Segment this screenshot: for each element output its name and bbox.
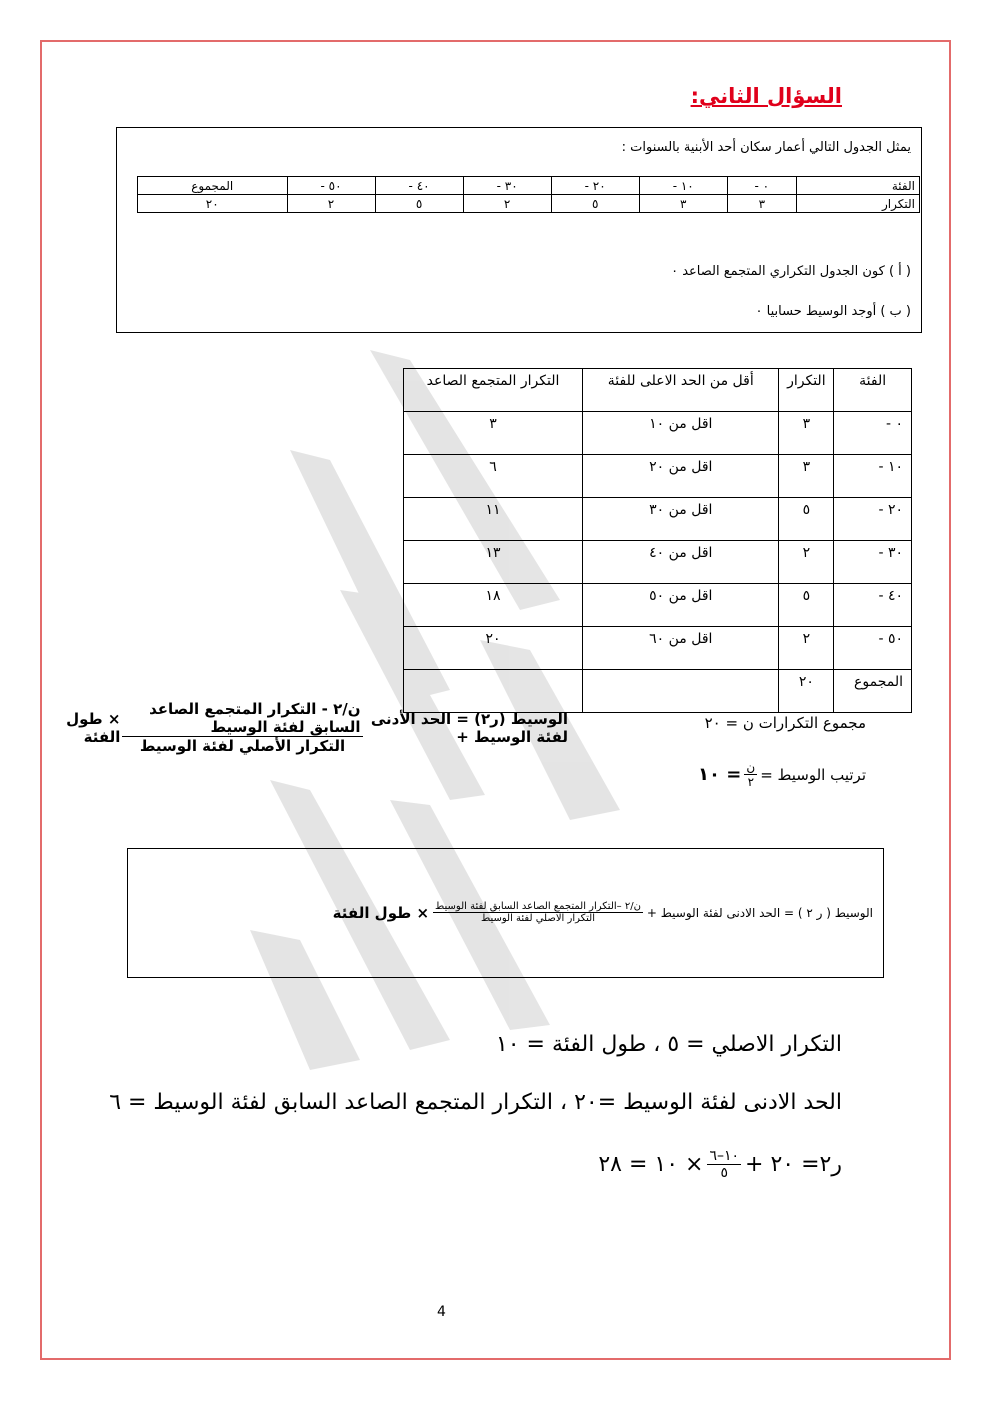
table-cell: اقل من ٢٠ [583, 455, 779, 498]
table-row [404, 541, 912, 584]
formula-tail: × طول الفئة [66, 709, 121, 746]
table-cell: ٢ [779, 627, 834, 670]
question-title: السؤال الثاني: [690, 84, 842, 108]
table-cell: ٢٠ - [551, 177, 639, 195]
table-cell: ٢٠ [404, 627, 583, 670]
box-formula-numerator: ن/٢ –التكرار المتجمع الصاعد السابق لفئة الوسيط [435, 901, 641, 912]
table-cell: اقل من ٥٠ [583, 584, 779, 627]
part-b: ( ب ) أوجد الوسيط حسابيا ٠ [755, 304, 911, 319]
table-cell: اقل من ٦٠ [583, 627, 779, 670]
table-cell: ٥٠ - [287, 177, 375, 195]
formula-lhs: الوسيط (ر٢) = الحد الأدنى لفئة الوسيط + [370, 709, 568, 746]
table-cell: اقل من ٤٠ [583, 541, 779, 584]
table-cell: ٥ [779, 498, 834, 541]
question-intro: يمثل الجدول التالي أعمار سكان أحد الأبنية بالسنوات : [621, 140, 911, 155]
order-denominator: ٢ [747, 775, 755, 789]
table-cell: ٠ - [727, 177, 796, 195]
box-formula-fraction [433, 901, 643, 924]
table-cell: الفئة [796, 177, 919, 195]
median-formula [58, 700, 568, 755]
result-line-1: التكرار الاصلي = ٥ ، طول الفئة = ١٠ [495, 1032, 842, 1057]
table-header-row [404, 369, 912, 412]
table-cell: ١٠ - [834, 455, 912, 498]
formula-box [127, 848, 884, 978]
order-numerator: ن [746, 760, 756, 774]
cumulative-table [403, 368, 912, 713]
table-cell: ٣ [404, 412, 583, 455]
table-cell: المجموع [834, 670, 912, 713]
order-fraction [744, 760, 757, 789]
table-cell: ٦ [404, 455, 583, 498]
calc-lhs: ر٢= ٢٠ + [745, 1152, 842, 1177]
boxed-formula [333, 901, 873, 924]
calc-denominator: ٥ [720, 1165, 729, 1181]
formula-numerator: ن/٢ - التكرار المتجمع الصاعد السابق لفئة الوسيط [122, 700, 362, 737]
calc-rhs: × ١٠ = ٢٨ [598, 1152, 704, 1177]
box-formula-tail: × طول الفئة [332, 903, 430, 922]
table-cell: ١٣ [404, 541, 583, 584]
order-line [698, 760, 866, 789]
table-cell: اقل من ١٠ [583, 412, 779, 455]
calc-numerator: ١٠–٦ [709, 1148, 740, 1164]
table-cell: ٣٠ - [463, 177, 551, 195]
result-line-2: الحد الادنى لفئة الوسيط =٢٠ ، التكرار المتجمع الصاعد السابق لفئة الوسيط = ٦ [109, 1090, 842, 1115]
table-cell: ٥ [779, 584, 834, 627]
header-cell: التكرار [779, 369, 834, 412]
table-row [404, 455, 912, 498]
table-cell: ٢٠ [779, 670, 834, 713]
box-formula-denominator: التكرار الاصلي لفئة الوسيط [480, 913, 595, 924]
part-a: ( أ ) كون الجدول التكراري المتجمع الصاعد ٠ [671, 264, 911, 279]
table-cell: ٥ [551, 195, 639, 213]
table-cell: التكرار [796, 195, 919, 213]
table-cell: ٣ [727, 195, 796, 213]
table-cell: ٣ [639, 195, 727, 213]
table-row [404, 627, 912, 670]
table-row [138, 177, 920, 195]
table-row [404, 498, 912, 541]
table-row [138, 195, 920, 213]
table-cell: ٤٠ - [834, 584, 912, 627]
table-cell: المجموع [138, 177, 288, 195]
question-box [116, 127, 922, 333]
header-cell: أقل من الحد الاعلى للفئة [583, 369, 779, 412]
table-cell: ٣ [779, 455, 834, 498]
table-row [404, 412, 912, 455]
frequency-table [137, 176, 920, 213]
table-row [404, 584, 912, 627]
table-cell: ٢٠ [138, 195, 288, 213]
table-cell: ٢٠ - [834, 498, 912, 541]
table-cell: ٠ - [834, 412, 912, 455]
formula-denominator: التكرار الأصلي لفئة الوسيط [139, 737, 346, 755]
header-cell: التكرار المتجمع الصاعد [404, 369, 583, 412]
table-cell: ٥ [375, 195, 463, 213]
order-value: = ١٠ [698, 764, 742, 785]
table-cell: ٥٠ - [834, 627, 912, 670]
table-cell: ٢ [463, 195, 551, 213]
box-formula-lhs: الوسيط ( ر ٢ ) = الحد الادنى لفئة الوسيط + [646, 905, 873, 920]
sum-line: مجموع التكرارات ن = ٢٠ [704, 714, 866, 732]
table-cell: ٢ [287, 195, 375, 213]
table-cell: اقل من ٣٠ [583, 498, 779, 541]
table-cell: ٢ [779, 541, 834, 584]
calc-fraction [707, 1148, 741, 1181]
table-cell: ٣٠ - [834, 541, 912, 584]
table-cell: ١٠ - [639, 177, 727, 195]
table-cell [583, 670, 779, 713]
table-cell: ٣ [779, 412, 834, 455]
table-cell: ٤٠ - [375, 177, 463, 195]
calculation-line [598, 1148, 842, 1181]
table-cell: ١١ [404, 498, 583, 541]
order-label: ترتيب الوسيط = [760, 765, 866, 784]
formula-fraction [122, 700, 362, 755]
table-cell: ١٨ [404, 584, 583, 627]
page-number: 4 [437, 1304, 446, 1320]
header-cell: الفئة [834, 369, 912, 412]
